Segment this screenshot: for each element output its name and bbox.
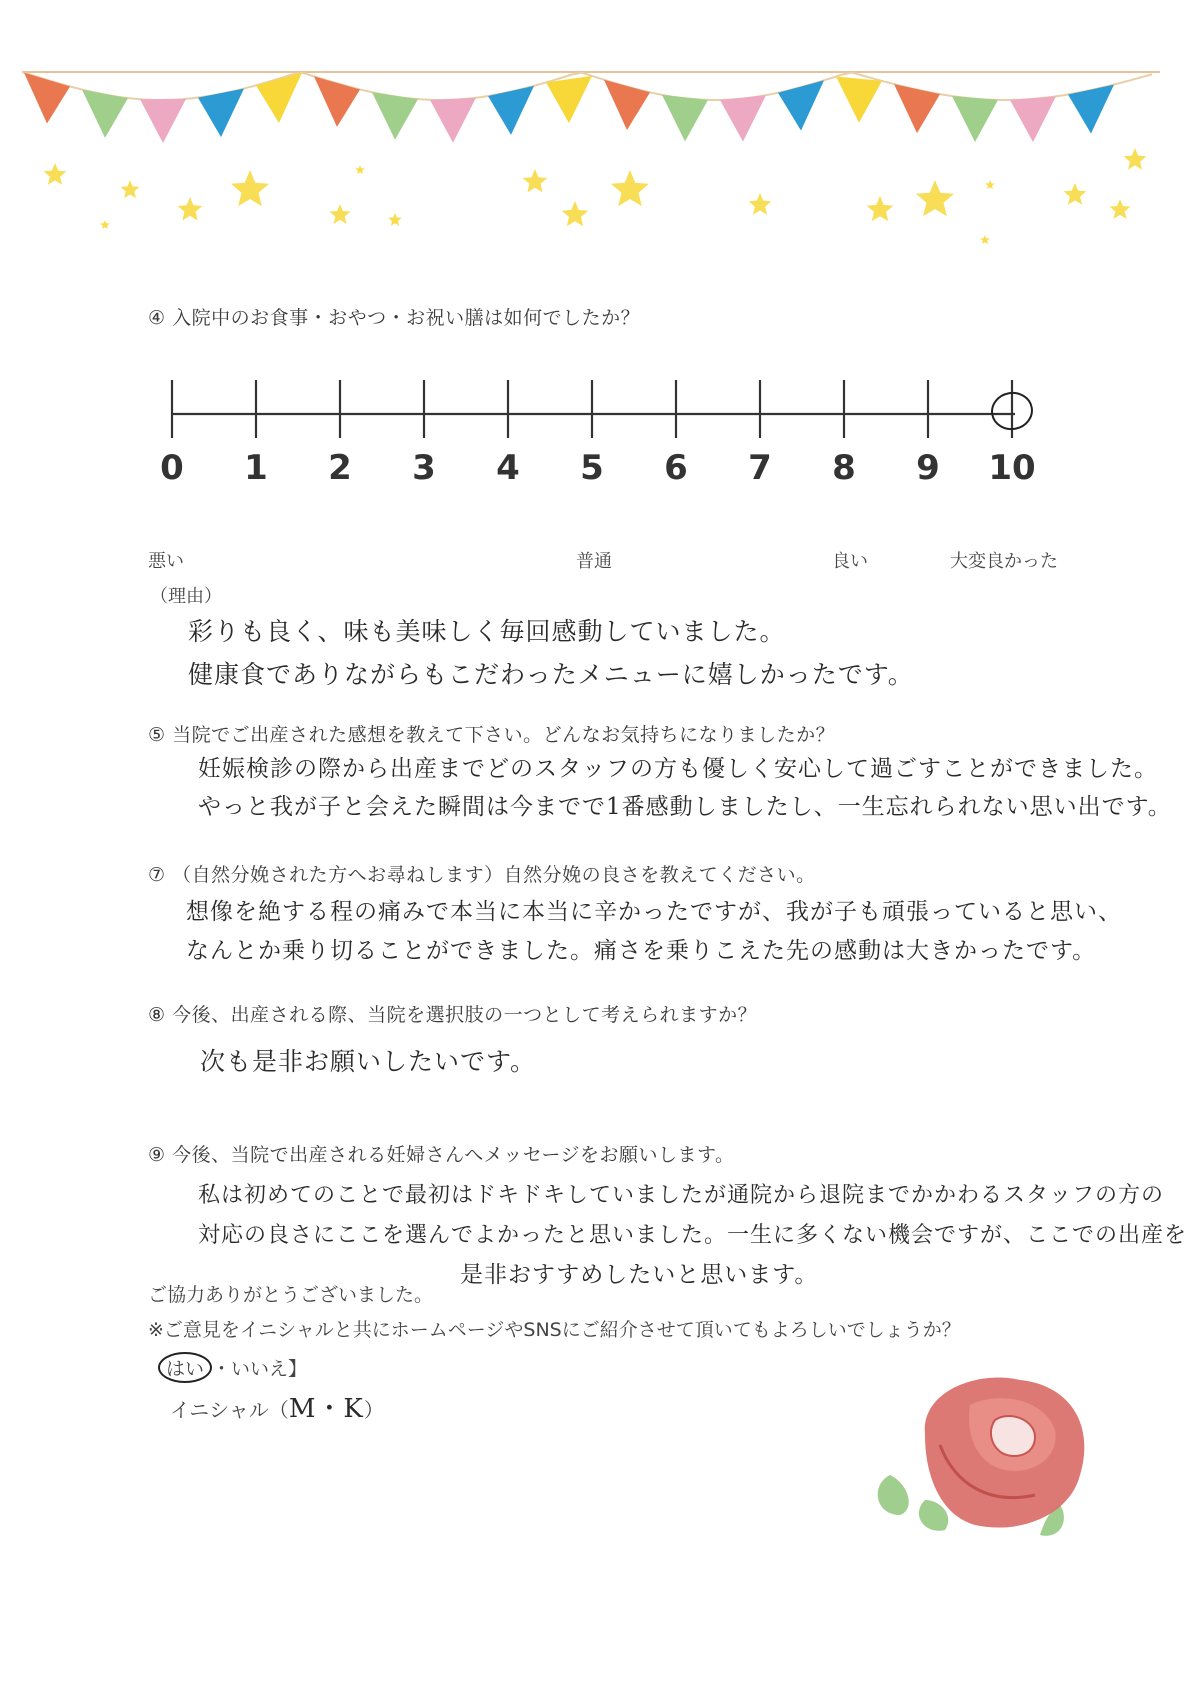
star-icon <box>231 170 269 206</box>
label-good: 良い <box>832 551 868 572</box>
consent-separator: ・いいえ】 <box>212 1358 308 1380</box>
scale-ticks <box>172 380 1012 438</box>
consent-options <box>158 1352 307 1383</box>
initials-label: イニシャル（ <box>170 1398 289 1422</box>
q7-answer-line-2: なんとか乗り切ることができました。痛さを乗りこえた先の感動は大きかったです。 <box>186 938 1097 964</box>
star-icon <box>355 165 365 174</box>
bunting-flag <box>82 90 128 138</box>
star-icon <box>611 170 649 206</box>
bunting-flag <box>140 99 186 143</box>
star-icon <box>44 163 67 185</box>
star-icon <box>749 193 772 215</box>
star-icon <box>562 201 589 226</box>
star-icon <box>178 197 203 221</box>
bunting-decoration <box>0 0 1190 260</box>
q5-answer-line-1: 妊娠検診の際から出産までどのスタッフの方も優しく安心して過ごすことができました。 <box>198 756 1158 782</box>
bunting-flag <box>430 98 476 143</box>
bunting-flag <box>952 96 998 142</box>
bunting-flag <box>720 95 766 141</box>
scale-number-3: 3 <box>412 448 436 488</box>
star-icon <box>980 235 990 244</box>
star-icon <box>1064 183 1087 205</box>
star-icon <box>916 180 954 216</box>
scale-number-6: 6 <box>664 448 688 488</box>
consent-yes-circled: はい <box>158 1352 212 1383</box>
star-icon <box>1124 148 1147 170</box>
reason-label: （理由） <box>150 586 222 607</box>
q8-answer-line-1: 次も是非お願いしたいです。 <box>200 1047 537 1076</box>
star-icon <box>121 180 140 198</box>
scale-number-4: 4 <box>496 448 520 488</box>
star-icon <box>867 196 894 221</box>
initials-close: ） <box>363 1398 384 1422</box>
bunting-flag <box>256 73 302 123</box>
bunting-flag <box>546 76 592 123</box>
q5-answer-line-2: やっと我が子と会えた瞬間は今までで1番感動しましたし、一生忘れられない思い出です。 <box>198 794 1172 820</box>
bunting-flag <box>24 73 70 124</box>
rose-decoration <box>870 1365 1110 1565</box>
scale-number-1: 1 <box>244 448 268 488</box>
scale-number-9: 9 <box>916 448 940 488</box>
bunting-flag <box>1068 85 1114 134</box>
star-icon <box>1110 199 1131 219</box>
q9-answer-line-2: 対応の良さにここを選んでよかったと思いました。一生に多くない機会ですが、ここでの出産を <box>198 1223 1188 1248</box>
question-4-title: ④ 入院中のお食事・おやつ・お祝い膳は如何でしたか？ <box>148 307 641 329</box>
initials-row <box>170 1388 384 1425</box>
q4-answer-line-1: 彩りも良く、味も美味しく毎回感動していました。 <box>188 617 786 646</box>
star-icon <box>985 180 995 189</box>
question-7-title: ⑦ （自然分娩された方へお尋ねします）自然分娩の良さを教えてください。 <box>148 864 816 886</box>
star-icon <box>100 220 110 229</box>
thanks-text: ご協力ありがとうございました。 <box>148 1284 434 1306</box>
rose-flower <box>925 1377 1085 1527</box>
consent-question: ※ご意見をイニシャルと共にホームページやSNSにご紹介させて頂いてもよろしいでしょうか？ <box>148 1319 961 1341</box>
scale-number-10: 10 <box>988 448 1036 488</box>
rating-scale <box>160 378 1060 458</box>
q7-answer-line-1: 想像を絶する程の痛みで本当に本当に辛かったですが、我が子も頑張っていると思い、 <box>186 899 1122 925</box>
bunting-flag <box>894 84 940 133</box>
bunting-flag <box>836 77 882 123</box>
initials-value: M・K <box>288 1394 364 1424</box>
q9-answer-line-3: 是非おすすめしたいと思います。 <box>460 1262 819 1288</box>
scale-number-5: 5 <box>580 448 604 488</box>
scale-number-2: 2 <box>328 448 352 488</box>
q9-answer-line-1: 私は初めてのことで最初はドキドキしていましたが通院から退院までかかわるスタッフの方の <box>198 1183 1165 1208</box>
bunting-flag <box>604 80 650 130</box>
bunting-flags <box>22 72 1152 143</box>
scale-number-0: 0 <box>160 448 184 488</box>
bunting-flag <box>662 95 708 142</box>
label-very-good: 大変良かった <box>950 551 1058 572</box>
scale-number-8: 8 <box>832 448 856 488</box>
q4-answer-line-2: 健康食でありながらもこだわったメニューに嬉しかったです。 <box>188 660 914 689</box>
bunting-flag <box>778 80 824 130</box>
bunting-flag <box>372 92 418 139</box>
label-normal: 普通 <box>576 551 612 572</box>
label-bad: 悪い <box>148 551 184 572</box>
bunting-flag <box>1010 96 1056 142</box>
question-8-title: ⑧ 今後、出産される際、当院を選択肢の一つとして考えられますか？ <box>148 1004 758 1026</box>
star-decorations <box>44 148 1147 244</box>
star-icon <box>330 204 351 224</box>
bunting-flag <box>488 86 534 135</box>
question-9-title: ⑨ 今後、当院で出産される妊婦さんへメッセージをお願いします。 <box>148 1144 735 1166</box>
scale-number-7: 7 <box>748 448 772 488</box>
star-icon <box>388 213 401 226</box>
bunting-flag <box>314 76 360 127</box>
star-icon <box>523 169 548 193</box>
question-5-title: ⑤ 当院でご出産された感想を教えて下さい。どんなお気持ちになりましたか？ <box>148 724 836 746</box>
